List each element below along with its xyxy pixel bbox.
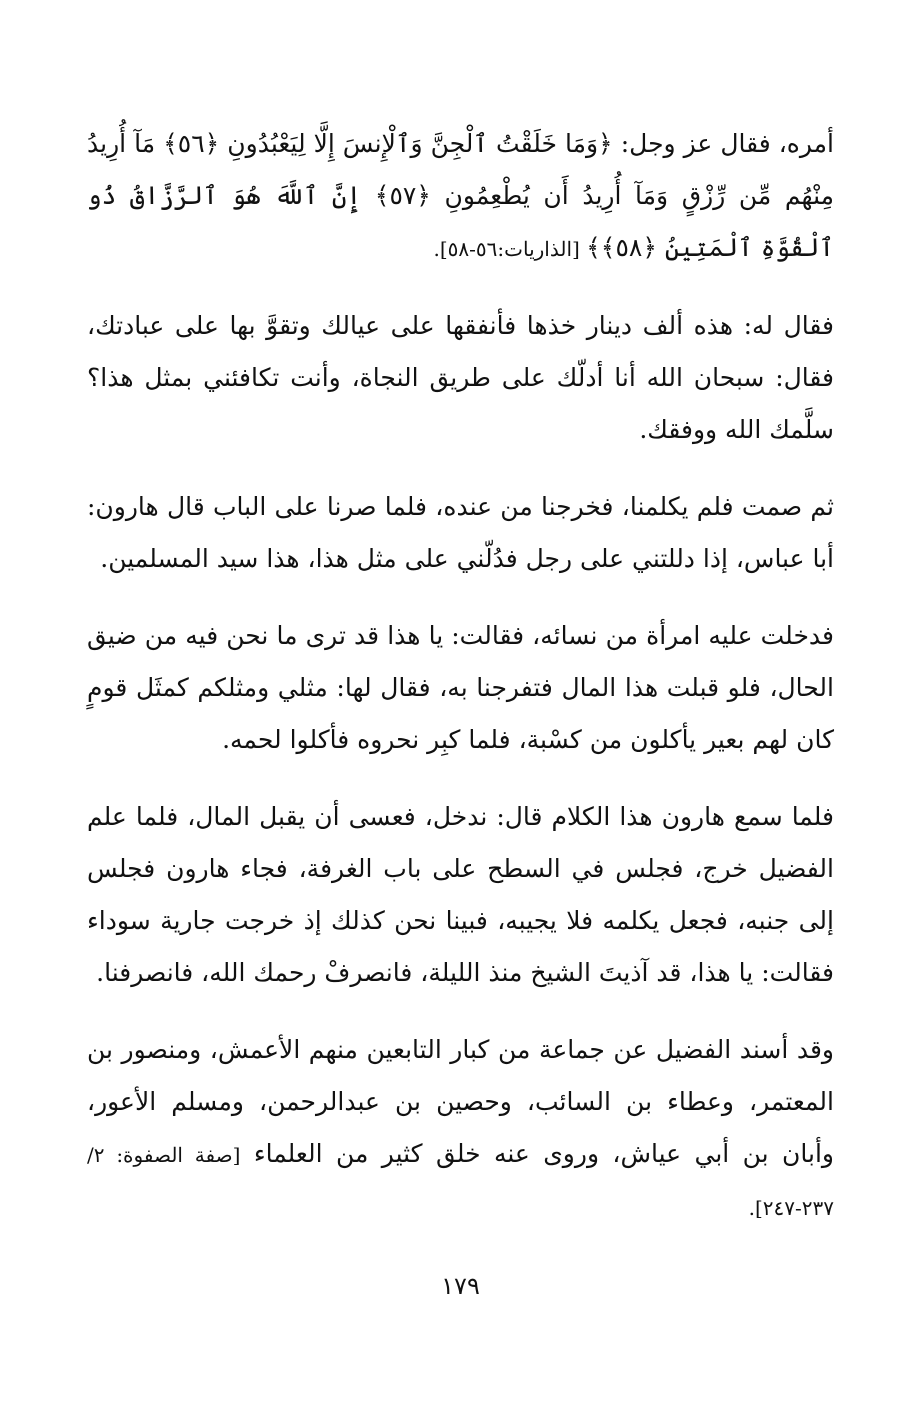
paragraph-offer: فقال له: هذه ألف دينار خذها فأنفقها على عيالك وتقوَّ بها على عبادتك، فقال: سبحان الله أنا أدلّك على طريق النجاة، وأنت تكافئني بمثل هذا؟ سلَّمك الله ووفقك. <box>87 311 834 444</box>
quran-reference: [الذاريات:٥٦-٥٨]. <box>433 237 587 261</box>
paragraph-narrators <box>87 1024 834 1234</box>
paragraph-harun-visit: فلما سمع هارون هذا الكلام قال: ندخل، فعسى أن يقبل المال، فلما علم الفضيل خرج، فجلس في السطح على باب الغرفة، فجاء هارون فجلس إلى جنبه، فجعل يكلمه فلا يجيبه، فبينا نحن كذلك إذ خرجت جارية سوداء فقالت: يا هذا، قد آذيتَ الشيخ منذ الليلة، فانصرفْ رحمك الله، فانصرفنا. <box>87 802 834 987</box>
source-reference: [صفة الصفوة: ٢/ ٢٣٧-٢٤٧]. <box>87 1143 834 1220</box>
page-body <box>87 118 834 1234</box>
quran-verse: ﴿وَمَا خَلَقْتُ ٱلْجِنَّ وَٱلْإِنسَ إِلَّا لِيَعْبُدُونِ ﴿٥٦﴾ مَآ أُرِيدُ مِنْهُم مِّن رِّزْقٍ وَمَآ أُرِيدُ أَن يُطْعِمُونِ ﴿٥٧﴾ إِنَّ ٱللَّهَ هُوَ ٱلرَّزَّاقُ ذُو ٱلْقُوَّةِ ٱلْمَتِينُ ﴿٥٨﴾﴾ <box>87 129 835 262</box>
quran-paragraph <box>87 118 834 275</box>
paragraph-narrators-text: وقد أسند الفضيل عن جماعة من كبار التابعين منهم الأعمش، ومنصور بن المعتمر، وعطاء بن السائب، وحصين بن عبدالرحمن، ومسلم الأعور، وأبان بن أبي عياش، وروى عنه خلق كثير من العلماء <box>87 1035 834 1168</box>
page-number: ١٧٩ <box>441 1272 480 1300</box>
paragraph-wife: فدخلت عليه امرأة من نسائه، فقالت: يا هذا قد ترى ما نحن فيه من ضيق الحال، فلو قبلت هذا المال فتفرجنا به، فقال لها: مثلي ومثلكم كمثَل قومٍ كان لهم بعير يأكلون من كسْبة، فلما كبِر نحروه فأكلوا لحمه. <box>87 621 834 754</box>
paragraph-lead-text: أمره، فقال عز وجل: <box>612 129 834 158</box>
paragraph-harun-remark: ثم صمت فلم يكلمنا، فخرجنا من عنده، فلما صرنا على الباب قال هارون: أبا عباس، إذا دللتني على رجل فدُلّني على مثل هذا، هذا سيد المسلمين. <box>87 492 834 573</box>
